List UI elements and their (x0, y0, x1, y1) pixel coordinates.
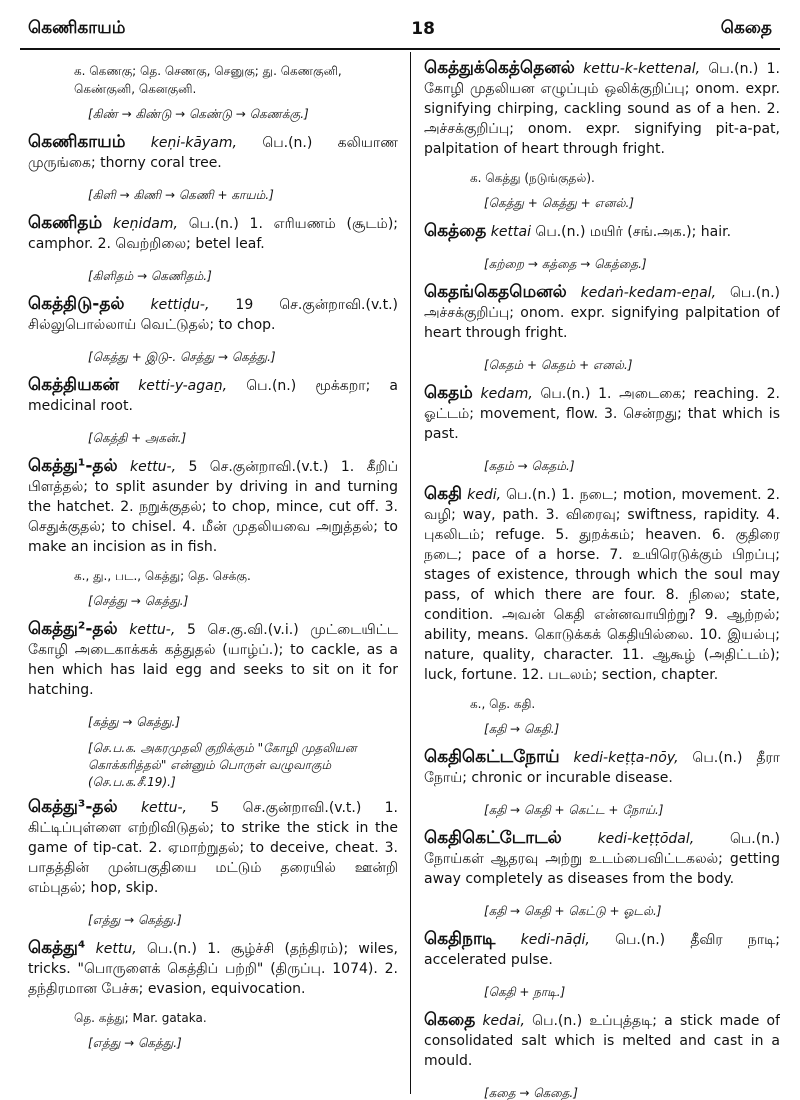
dictionary-entry (28, 938, 398, 999)
left-column (28, 58, 398, 1100)
definition: பெ.(n.) 1. கோழி முதலியன எழுப்பும் ஒலிக்குறிப்பு; onom. expr. signifying chirping, cackling sound as of a hen. 2. அச்சக்குறிப்பு; onom. expr. signifying pit-a-pat, palpitation of heart through fright. (424, 61, 780, 157)
etymology-line: [கதி → கெதி + கெட்ட + நோய்.] (484, 803, 664, 817)
transliteration: kettu-k-kettenal, (583, 61, 701, 77)
transliteration: kedaṅ-kedam-eṉal, (580, 285, 717, 301)
transliteration: kedai, (482, 1013, 525, 1029)
dictionary-entry (424, 929, 780, 970)
transliteration: kettu-, (129, 459, 177, 475)
definition: பெ.(n.) நோய்கள் ஆதரவு அற்று உடம்பைவிட்டகலல்; getting away completely as diseases from the body. (424, 831, 780, 887)
transliteration: kedi-keṭṭōdal, (597, 831, 695, 847)
headword: கெத்து⁴ (28, 938, 86, 958)
headword: கெணிகாயம் (28, 132, 126, 152)
headword: கெதை (424, 1010, 476, 1030)
etymology-line: [கிளி → கிணி → கெணி + காயம்.] (88, 188, 274, 202)
headword: கெதிகெட்டநோய் (424, 747, 560, 767)
etymology-line: [கெத்து + இடு-. செத்து → கெத்து.] (88, 350, 276, 364)
definition: பெ.(n.) 1. நடை; motion, movement. 2. வழி; way, path. 3. விரைவு; swiftness, rapidity. 4. புகலிடம்; refuge. 5. துறக்கம்; heaven. 6. குதிரை நடை; pace of a horse. 7. உயிரெடுக்கும் பிறப்பு; stages of existence, through which the soul may pass, of which there are four. 8. நிலை; state, condition. அவன் கெதி என்னவாயிற்று? 9. ஆற்றல்; ability, means. கொடுக்கக் கெதியில்லை. 10. இயல்பு; nature, quality, character. 11. ஆகூழ் (அதிட்டம்); luck, fortune. 12. படலம்; section, chapter. (424, 487, 780, 683)
transliteration: kettiḍu-, (150, 297, 210, 313)
definition: பெ.(n.) தீவிர நாடி; accelerated pulse. (424, 932, 780, 968)
etymology-line: [எத்து → கெத்து.] (88, 913, 182, 927)
dictionary-entry (424, 282, 780, 343)
headword: கெத்தியகன் (28, 375, 120, 395)
transliteration: kedam, (480, 386, 533, 402)
etymology-line: [கற்றை → கத்தை → கெத்தை.] (484, 257, 647, 271)
definition: பெ.(n.) தீரா நோய்; chronic or incurable disease. (424, 750, 780, 786)
etymology-line: [கெதி + நாடி.] (484, 985, 566, 999)
etymology-line: [கத்து → கெத்து.] (88, 715, 180, 729)
dictionary-entry (424, 383, 780, 444)
dictionary-entry (424, 58, 780, 159)
headword: கெதிகெட்டோடல் (424, 828, 562, 848)
transliteration: keṇi-kāyam, (150, 135, 237, 151)
definition: 5 செ.குன்றாவி.(v.t.) 1. கிட்டிப்புள்ளை எற்றிவிடுதல்; to strike the stick in the game of tip-cat. 2. ஏமாற்றுதல்; to deceive, cheat. 3. பாதத்தின் முன்பகுதியை மட்டும் தரையில் ஊன்றி எம்புதல்; hop, skip. (28, 800, 398, 896)
headword: கெணிதம் (28, 213, 103, 233)
dictionary-entry (28, 132, 398, 173)
etymology-line: [கதை → கெதை.] (484, 1086, 578, 1100)
transliteration: ketti-y-agaṉ, (138, 378, 228, 394)
etymology-line: [கிண் → கிண்டு → கெண்டு → கெணக்கு.] (88, 107, 309, 121)
definition: 5 செ.கு.வி.(v.i.) முட்டையிட்ட கோழி அடைகாக்கக் கத்துதல் (யாழ்ப்.); to cackle, as a hen which has laid egg and seeks to sit on it for hatching. (28, 622, 398, 698)
cognates-line: க., தெ. கதி. (470, 697, 536, 711)
dictionary-entry (28, 294, 398, 335)
dictionary-entry (424, 747, 780, 788)
etymology-line: [செ.ப.க. அகரமுதலி குறிக்கும் "கோழி முதலியன கொக்கரித்தல்" என்னும் பொருள் வழுவாகும் (செ.ப.க.சீ.19).] (88, 741, 357, 789)
etymology-line: [செத்து → கெத்து.] (88, 594, 189, 608)
page-header (28, 14, 772, 44)
definition: பெ.(n.) கலியாண முருங்கை; thorny coral tree. (28, 135, 398, 171)
headword: கெத்திடு-தல் (28, 294, 125, 314)
definition: பெ.(n.) 1. அடைகை; reaching. 2. ஓட்டம்; movement, flow. 3. சென்றது; that which is past. (424, 386, 780, 442)
transliteration: kettu-, (129, 622, 176, 638)
headword: கெதங்கெதமெனல் (424, 282, 567, 302)
header-right-guideword: கெதை (720, 18, 772, 38)
headword: கெதம் (424, 383, 473, 403)
etymology-line: [எத்து → கெத்து.] (88, 1036, 182, 1050)
right-column (424, 58, 780, 1100)
cognates-line: க., து., பட., கெத்து; தெ. செக்கு. (74, 569, 251, 583)
etymology-line: [கிளிதம் → கெணிதம்.] (88, 269, 212, 283)
etymology-line: [கதி → கெதி.] (484, 722, 560, 736)
dictionary-entry (424, 221, 780, 242)
page-number: 18 (411, 19, 435, 39)
transliteration: kedi-keṭṭa-nōy, (573, 750, 679, 766)
transliteration: kettai (490, 224, 531, 240)
dictionary-entry (28, 375, 398, 416)
definition: பெ.(n.) 1. சூழ்ச்சி (தந்திரம்); wiles, tricks. "பொருளைக் கெத்திப் பற்றி" (திருப்பு. 1074). 2. தந்திரமான பேச்சு; evasion, equivocation. (28, 941, 398, 997)
headword: கெதிநாடி (424, 929, 496, 949)
dictionary-entry (28, 213, 398, 254)
headword: கெத்துக்கெத்தெனல் (424, 58, 575, 78)
headword: கெத்து¹-தல் (28, 456, 118, 476)
header-left-guideword: கெணிகாயம் (28, 18, 126, 38)
cognates-line: க. கெத்து (நடுங்குதல்). (470, 171, 595, 185)
definition: பெ.(n.) மூக்கறா; a medicinal root. (28, 378, 398, 414)
definition: பெ.(n.) அச்சக்குறிப்பு; onom. expr. signifying palpitation of heart through fright. (424, 285, 780, 341)
transliteration: kettu-, (140, 800, 188, 816)
dictionary-entry (28, 619, 398, 700)
dictionary-entry (28, 456, 398, 557)
dictionary-entry (424, 1010, 780, 1071)
etymology-line: [கெதம் + கெதம் + எனல்.] (484, 358, 633, 372)
etymology-line: [கெத்தி + அகன்.] (88, 431, 187, 445)
definition: பெ.(n.) மயிர் (சங்.அக.); hair. (535, 224, 732, 240)
definition: பெ.(n.) 1. எரியணம் (சூடம்); camphor. 2. வெற்றிலை; betel leaf. (28, 216, 398, 252)
cognates-line: க. கெணகு; தெ. செணகு, செனுகு; து. கெணகுனி, கெண்குனி, கெனகுனி. (74, 64, 342, 96)
headword: கெத்து²-தல் (28, 619, 118, 639)
transliteration: keṇidam, (112, 216, 178, 232)
header-rule (20, 48, 780, 50)
cognates-line: தெ. கத்து; Mar. gataka. (74, 1011, 207, 1025)
definition: பெ.(n.) உப்புத்தடி; a stick made of consolidated salt which is melted and cast in a mould. (424, 1013, 780, 1069)
definition: 5 செ.குன்றாவி.(v.t.) 1. கீறிப் பிளத்தல்; to split asunder by driving in and turning the hatchet. 2. நறுக்குதல்; to chop, mince, cut off. 3. செதுக்குதல்; to chisel. 4. மீன் முதலியவை அறுத்தல்; to make an incision as in fish. (28, 459, 398, 555)
transliteration: kettu, (95, 941, 137, 957)
dictionary-entry (424, 828, 780, 889)
transliteration: kedi, (467, 487, 502, 503)
etymology-line: [கெத்து + கெத்து + எனல்.] (484, 196, 634, 210)
headword: கெதி (424, 484, 463, 504)
column-divider (410, 52, 411, 1094)
definition: 19 செ.குன்றாவி.(v.t.) சில்லுபொல்லாய் வெட்டுதல்; to chop. (28, 297, 398, 333)
transliteration: kedi-nāḍi, (520, 932, 590, 948)
etymology-line: [கதம் → கெதம்.] (484, 459, 575, 473)
dictionary-entry (424, 484, 780, 685)
dictionary-entry (28, 797, 398, 898)
headword: கெத்தை (424, 221, 487, 241)
headword: கெத்து³-தல் (28, 797, 118, 817)
etymology-line: [கதி → கெதி + கெட்டு + ஓடல்.] (484, 904, 662, 918)
